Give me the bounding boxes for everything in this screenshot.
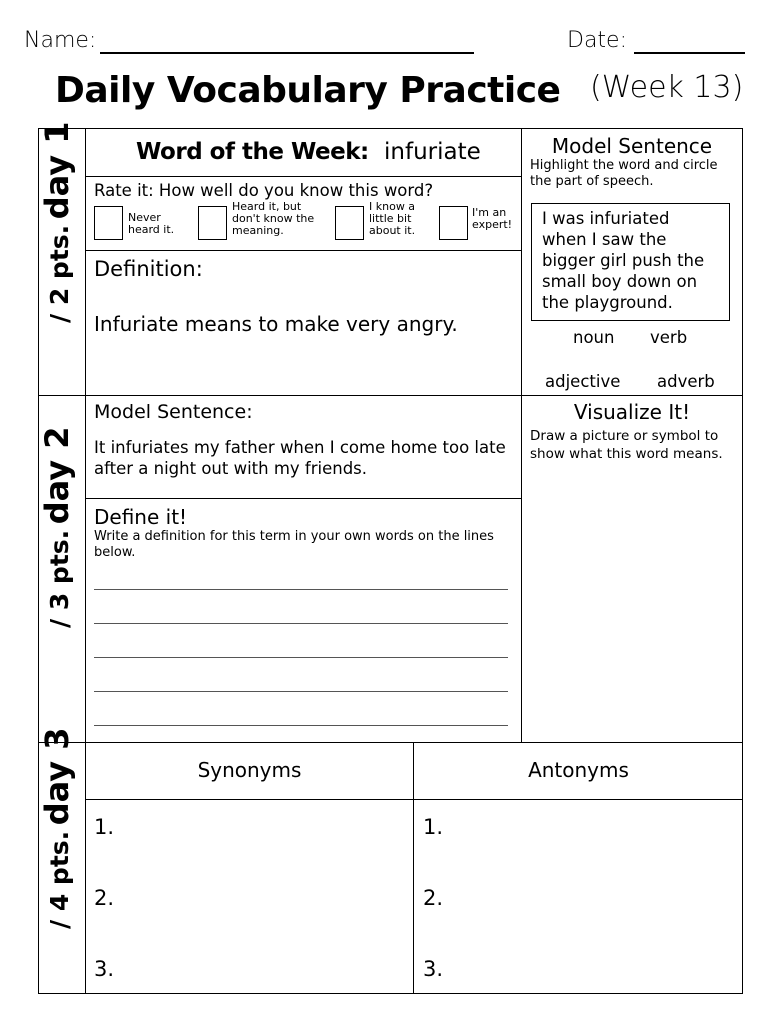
day1-title: day 1 xyxy=(38,121,76,220)
rating-checkbox-little[interactable] xyxy=(335,206,364,240)
day2-bottom-line xyxy=(38,742,743,743)
day2-model-label: Model Sentence: xyxy=(94,401,253,423)
word-of-week-label: Word of the Week: xyxy=(136,139,369,165)
day3-title: day 3 xyxy=(38,727,76,826)
writing-line-3[interactable] xyxy=(94,657,508,658)
rating-option-expert: I'm an expert! xyxy=(472,206,513,231)
rating-option-little: I know a little bit about it. xyxy=(369,200,416,237)
day3-points: / 4 pts. xyxy=(45,830,74,929)
writing-line-4[interactable] xyxy=(94,691,508,692)
antonym-number-3: 3. xyxy=(423,957,444,981)
name-label: Name: xyxy=(24,28,97,53)
pos-adjective[interactable]: adjective xyxy=(545,372,621,391)
date-label: Date: xyxy=(567,28,627,53)
model-sentence-instructions: Highlight the word and circle the part of speech. xyxy=(530,158,718,189)
antonym-number-2: 2. xyxy=(423,886,444,910)
date-field[interactable] xyxy=(634,52,745,54)
rate-it-label: Rate it: How well do you know this word? xyxy=(94,181,434,200)
day1-side-label xyxy=(38,121,78,323)
day2-points: / 3 pts. xyxy=(45,529,74,628)
day2-side-label xyxy=(38,426,78,628)
define-it-label: Define it! xyxy=(94,505,188,529)
week-label: (Week 13) xyxy=(590,70,744,105)
rating-checkbox-never[interactable] xyxy=(94,206,123,240)
rating-checkbox-expert[interactable] xyxy=(439,206,468,240)
name-field[interactable] xyxy=(100,52,474,54)
define-it-instructions: Write a definition for this term in your own words on the lines below. xyxy=(94,529,494,560)
word-row-line xyxy=(85,176,521,177)
synonym-number-2: 2. xyxy=(94,886,115,910)
rate-row-line xyxy=(85,250,521,251)
visualize-instructions: Draw a picture or symbol to show what this word means. xyxy=(530,428,723,462)
rating-option-heard: Heard it, but don't know the meaning. xyxy=(232,200,315,237)
model-sentence-text: I was infuriated when I saw the bigger girl push the small boy down on the playground. xyxy=(542,209,705,312)
right-column-divider xyxy=(521,128,522,742)
writing-line-5[interactable] xyxy=(94,725,508,726)
day1-bottom-line xyxy=(38,395,743,396)
model-row-line xyxy=(85,498,521,499)
antonyms-header: Antonyms xyxy=(528,758,629,782)
word-of-week-word: infuriate xyxy=(384,139,481,165)
definition-text: Infuriate means to make very angry. xyxy=(94,312,458,336)
writing-line-1[interactable] xyxy=(94,589,508,590)
day1-points: / 2 pts. xyxy=(45,224,74,323)
rating-checkbox-heard[interactable] xyxy=(198,206,227,240)
day3-side-label xyxy=(38,727,78,929)
model-sentence-box xyxy=(531,203,730,321)
pos-adverb[interactable]: adverb xyxy=(657,372,715,391)
model-sentence-title: Model Sentence xyxy=(551,134,713,158)
syn-ant-header-line xyxy=(85,799,743,800)
rating-option-never: Never heard it. xyxy=(128,211,175,236)
pos-noun[interactable]: noun xyxy=(573,328,615,347)
visualize-title: Visualize It! xyxy=(573,400,691,424)
pos-verb[interactable]: verb xyxy=(650,328,688,347)
side-divider xyxy=(85,128,86,994)
day2-model-sentence: It infuriates my father when I come home too late after a night out with my friends. xyxy=(94,438,506,478)
definition-label: Definition: xyxy=(94,257,203,281)
word-of-week xyxy=(136,139,481,165)
synonym-number-1: 1. xyxy=(94,815,115,839)
writing-line-2[interactable] xyxy=(94,623,508,624)
page-title: Daily Vocabulary Practice xyxy=(55,70,561,111)
synonym-number-3: 3. xyxy=(94,957,115,981)
synonyms-header: Synonyms xyxy=(197,758,302,782)
drawing-area[interactable] xyxy=(523,490,741,740)
day2-title: day 2 xyxy=(38,426,76,525)
antonym-number-1: 1. xyxy=(423,815,444,839)
